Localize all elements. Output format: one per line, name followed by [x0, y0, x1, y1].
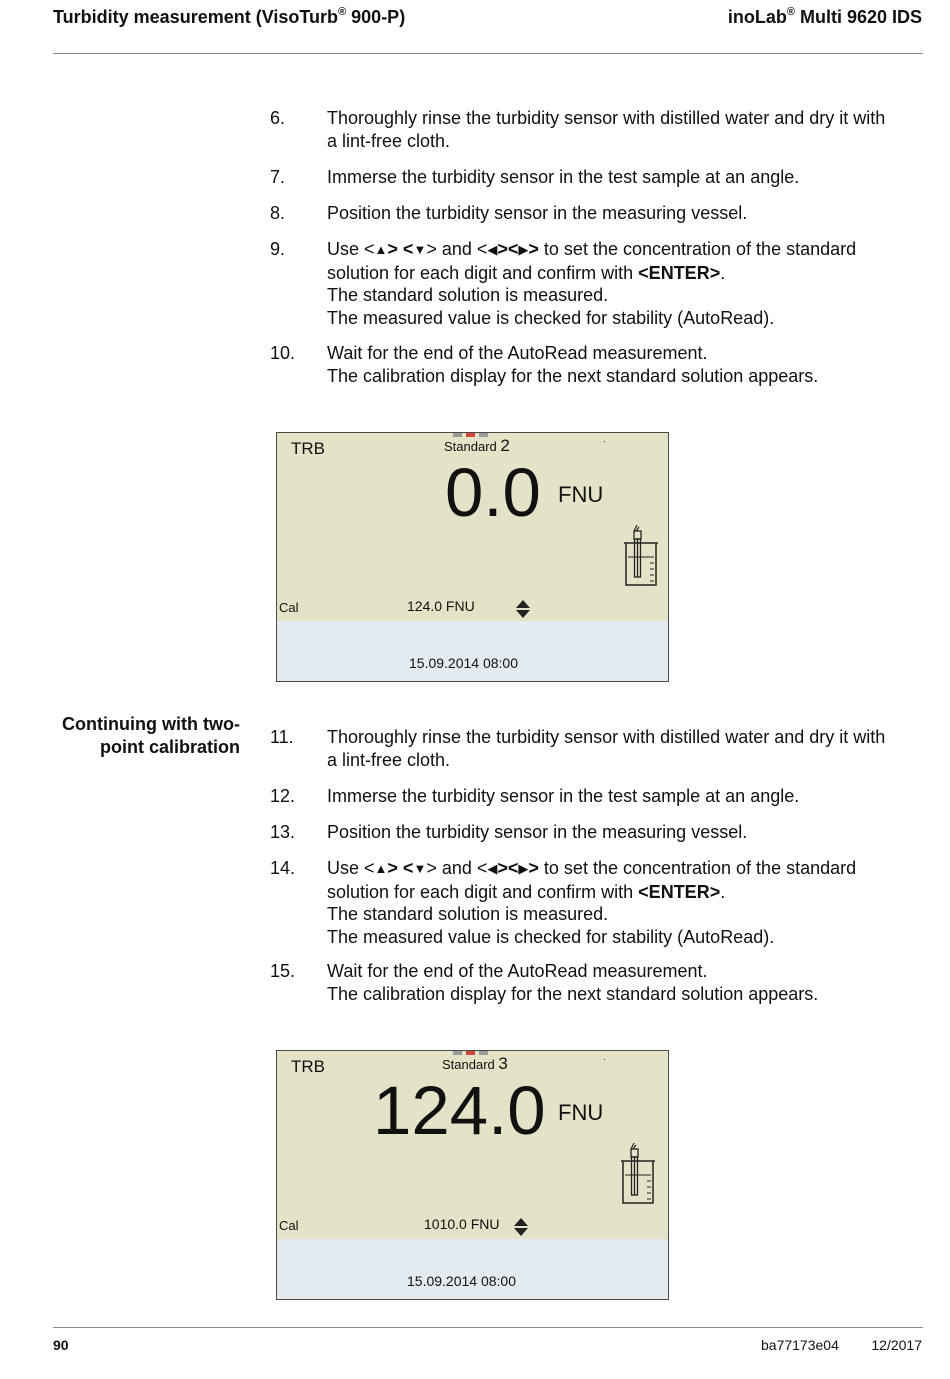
- step-text: Thoroughly rinse the turbidity sensor with distilled water and dry it with: [327, 108, 886, 128]
- step-fragment: > <: [387, 858, 414, 878]
- standard-label: [442, 1054, 508, 1074]
- step-text: Wait for the end of the AutoRead measurement.: [327, 961, 708, 981]
- up-down-arrows-icon: [515, 599, 531, 619]
- step-text: Immerse the turbidity sensor in the test sample at an angle.: [327, 786, 800, 806]
- step-number: 15.: [270, 961, 296, 981]
- step-text: Position the turbidity sensor in the measuring vessel.: [327, 203, 748, 223]
- step-text: [327, 238, 920, 262]
- step-fragment: > and <: [426, 858, 488, 878]
- step-fragment: to set the concentration of the standard: [538, 858, 857, 878]
- measured-value: 124.0: [373, 1072, 546, 1149]
- step-number: 6.: [270, 108, 286, 128]
- document-date: 12/2017: [871, 1337, 922, 1353]
- date-time: 15.09.2014 08:00: [409, 655, 518, 671]
- step-fragment: ><: [497, 239, 519, 259]
- step-text: The measured value is checked for stability (AutoRead).: [327, 926, 775, 947]
- measured-value: 0.0: [445, 454, 541, 531]
- left-arrow-key-icon: ◀: [487, 861, 498, 876]
- step-item: [270, 342, 920, 387]
- page-header-left: [53, 6, 405, 28]
- standard-concentration: 124.0 FNU: [407, 598, 475, 614]
- step-fragment: solution for each digit and confirm with: [327, 262, 639, 283]
- step-text: Position the turbidity sensor in the measuring vessel.: [327, 822, 748, 842]
- step-number: 13.: [270, 822, 296, 842]
- header-model: 900-P): [346, 7, 406, 27]
- step-number: 12.: [270, 786, 296, 806]
- step-text: The calibration display for the next standard solution appears.: [327, 983, 819, 1004]
- measured-unit: FNU: [558, 1100, 604, 1125]
- step-number: 9.: [270, 239, 286, 259]
- step-text: a lint-free cloth.: [327, 130, 451, 151]
- step-item: [270, 202, 920, 225]
- step-text: The standard solution is measured.: [327, 904, 609, 924]
- meter-display-standard-3: [276, 1050, 669, 1300]
- meter-display-standard-2: [276, 432, 669, 682]
- step-fragment: > and <: [426, 239, 488, 259]
- step-number: 14.: [270, 858, 296, 878]
- standard-concentration: 1010.0 FNU: [424, 1216, 500, 1232]
- page-number: 90: [53, 1337, 69, 1353]
- document-id: ba77173e04: [761, 1337, 839, 1353]
- up-arrow-key-icon: ▲: [374, 242, 388, 257]
- step-fragment: >: [528, 239, 539, 259]
- left-arrow-key-icon: ◀: [487, 242, 498, 257]
- enter-key-label: <ENTER>: [638, 262, 721, 283]
- step-item: [270, 857, 920, 948]
- step-number: 11.: [270, 727, 294, 747]
- standard-number: 3: [498, 1054, 508, 1073]
- registered-mark: ®: [338, 6, 347, 18]
- step-text: The standard solution is measured.: [327, 285, 609, 305]
- mode-label: TRB: [291, 439, 325, 458]
- step-number: 7.: [270, 167, 286, 187]
- enter-key-label: <ENTER>: [638, 881, 721, 902]
- status-dot: ·: [603, 436, 606, 446]
- step-text: The measured value is checked for stability (AutoRead).: [327, 307, 775, 328]
- step-fragment: Use <: [327, 239, 375, 259]
- standard-label: [444, 436, 510, 456]
- step-text: a lint-free cloth.: [327, 749, 451, 770]
- step-item: [270, 821, 920, 844]
- down-arrow-key-icon: ▼: [413, 242, 427, 257]
- step-item: [270, 960, 920, 1005]
- step-text: The calibration display for the next standard solution appears.: [327, 365, 819, 386]
- step-fragment: ><: [497, 858, 519, 878]
- step-number: 8.: [270, 203, 286, 223]
- cal-label: Cal: [279, 1218, 299, 1233]
- section-heading-line: point calibration: [99, 737, 240, 757]
- step-fragment: .: [720, 262, 726, 283]
- header-title: Turbidity measurement (VisoTurb: [53, 7, 339, 27]
- section-heading: [30, 713, 240, 759]
- step-fragment: >: [528, 858, 539, 878]
- standard-text: Standard: [444, 439, 497, 454]
- step-fragment: Use <: [327, 858, 375, 878]
- step-item: [270, 107, 920, 152]
- step-text: [327, 262, 920, 285]
- down-arrow-key-icon: ▼: [413, 861, 427, 876]
- step-item: [270, 785, 920, 808]
- registered-mark: ®: [786, 6, 795, 18]
- step-item: [270, 726, 920, 771]
- measured-unit: FNU: [558, 482, 604, 507]
- right-arrow-key-icon: ▶: [518, 861, 529, 876]
- standard-number: 2: [500, 436, 510, 455]
- step-fragment: to set the concentration of the standard: [538, 239, 857, 259]
- step-text: Wait for the end of the AutoRead measurement.: [327, 343, 708, 363]
- step-fragment: solution for each digit and confirm with: [327, 881, 639, 902]
- display-status-band: [277, 621, 668, 681]
- step-fragment: > <: [387, 239, 414, 259]
- mode-label: TRB: [291, 1057, 325, 1076]
- up-down-arrows-icon: [513, 1217, 529, 1237]
- step-text: Immerse the turbidity sensor in the test sample at an angle.: [327, 167, 800, 187]
- header-product: Multi 9620 IDS: [794, 7, 922, 27]
- measuring-vessel-icon: [619, 1143, 659, 1207]
- cal-label: Cal: [279, 600, 299, 615]
- standard-text: Standard: [442, 1057, 495, 1072]
- step-item: [270, 238, 920, 329]
- step-text: Thoroughly rinse the turbidity sensor with distilled water and dry it with: [327, 727, 886, 747]
- status-dot: ·: [603, 1054, 606, 1064]
- page-header-right: [728, 6, 922, 28]
- display-status-band: [277, 1239, 668, 1299]
- date-time: 15.09.2014 08:00: [407, 1273, 516, 1289]
- step-item: [270, 166, 920, 189]
- header-brand: inoLab: [727, 7, 787, 27]
- footer-divider: [53, 1327, 923, 1328]
- step-text: [327, 881, 920, 904]
- step-number: 10.: [270, 343, 296, 363]
- up-arrow-key-icon: ▲: [374, 861, 388, 876]
- right-arrow-key-icon: ▶: [518, 242, 529, 257]
- step-fragment: .: [720, 881, 726, 902]
- section-heading-line: Continuing with two-: [62, 714, 240, 734]
- measuring-vessel-icon: [622, 525, 662, 589]
- step-text: [327, 857, 920, 881]
- header-divider: [53, 53, 923, 54]
